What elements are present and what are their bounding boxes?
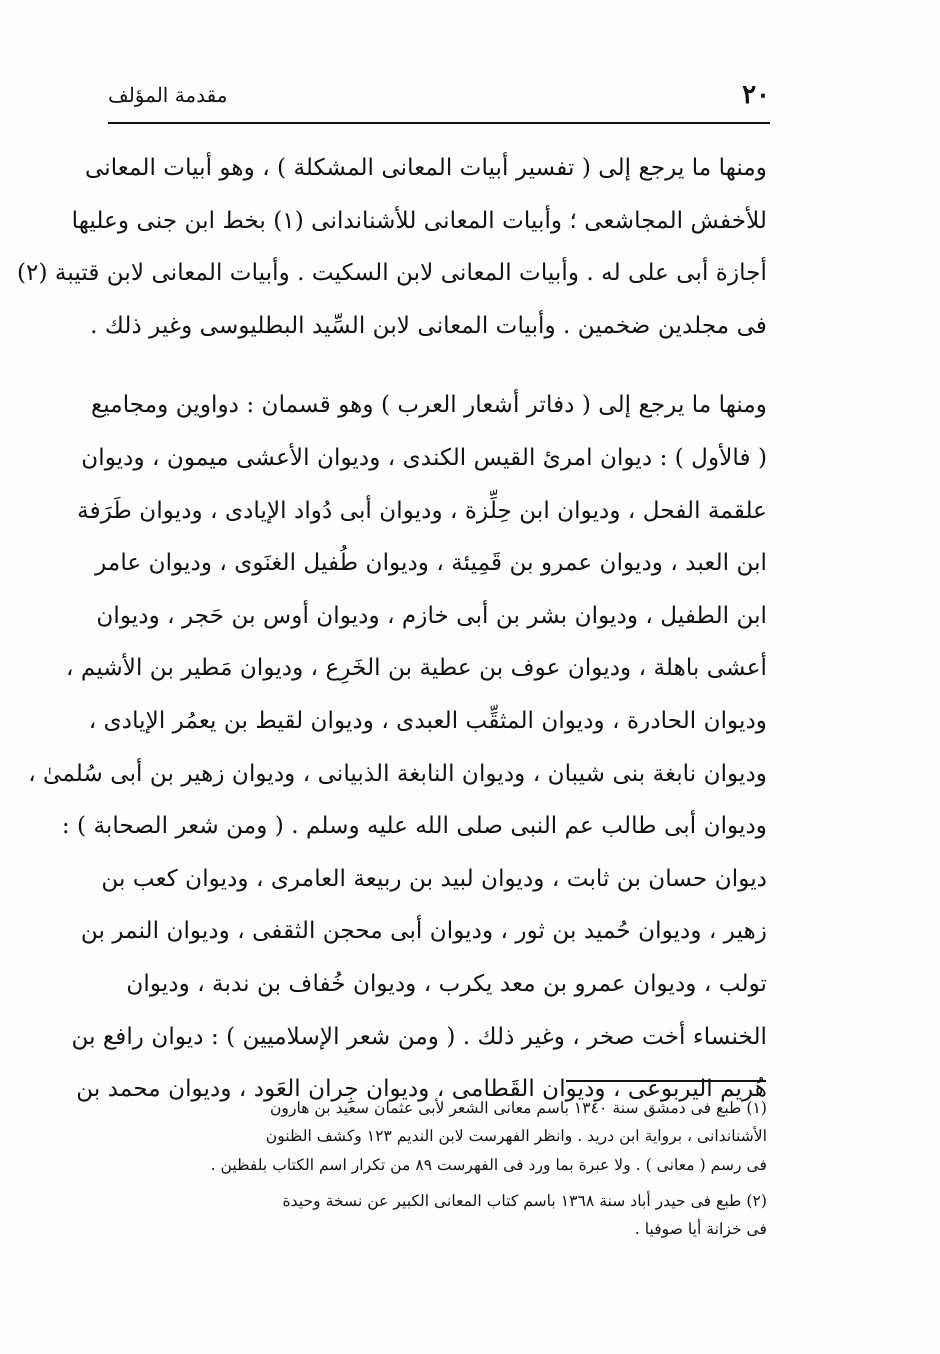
footnote-gap	[112, 1179, 767, 1187]
footnotes	[112, 1094, 767, 1243]
paragraph-1-line-1: ومنها ما يرجع إلى ( تفسير أبيات المعانى المشكلة ) ، وهو أبيات المعانى	[84, 154, 767, 181]
paragraph-2-line-8: وديوان نابغة بنى شيبان ، وديوان النابغة الذبيانى ، وديوان زهير بن أبى سُلمىٰ ،	[28, 759, 767, 787]
paragraph-2-line-1: ومنها ما يرجع إلى ( دفاتر أشعار العرب ) وهو قسمان : دواوين ومجاميع	[90, 391, 767, 419]
footnote-2-line-1: (٢) طبع فى حيدر أباد سنة ١٣٦٨ باسم كتاب المعانى الكبير عن نسخة وحيدة	[282, 1191, 767, 1210]
footnote-rule	[566, 1080, 766, 1082]
footnote-1-line-1: (١) طبع فى دمشق سنة ١٣٤٠ باسم معانى الشعر لأبى عثمان سعيد بن هارون	[269, 1099, 767, 1117]
footnote-2-line-2: فى خزانة أيا صوفيا .	[634, 1220, 767, 1239]
paragraph-2-line-10: ديوان حسان بن ثابت ، وديوان لبيد بن ربيعة العامرى ، وديوان كعب بن	[101, 864, 767, 892]
paragraph-2-line-14: هُريم اليربوعى ، وديوان القَطامى ، وديوان جِران العَود ، وديوان محمد بن	[76, 1075, 767, 1103]
running-title: مقدمة المؤلف	[108, 83, 228, 107]
paragraph-2-line-7: وديوان الحادرة ، وديوان المثقِّب العبدى ، وديوان لقيط بن يعمُر الإيادى ،	[88, 706, 767, 734]
paragraph-2-line-13: الخنساء أخت صخر ، وغير ذلك . ( ومن شعر الإسلاميين ) : ديوان رافع بن	[71, 1022, 767, 1050]
paragraph-1-line-4: فى مجلدين ضخمين . وأبيات المعانى لابن السِّيد البطليوسى وغير ذلك .	[90, 311, 767, 339]
paragraph-2-line-5: ابن الطفيل ، وديوان بشر بن أبى خازم ، وديوان أوس بن حَجر ، وديوان	[96, 601, 767, 629]
header-rule	[108, 122, 770, 124]
page-number: ٢٠	[742, 80, 770, 110]
paragraph-2-line-12: تولب ، وديوان عمرو بن معد يكرب ، وديوان خُفاف بن ندبة ، وديوان	[126, 969, 767, 997]
page-header	[108, 70, 770, 120]
paragraph-2-line-11: زهير ، وديوان حُميد بن ثور ، وديوان أبى محجن الثقفى ، وديوان النمر بن	[80, 917, 767, 945]
paragraph-2-line-3: علقمة الفحل ، وديوان ابن حِلِّزة ، وديوان أبى دُواد الإيادى ، وديوان طَرَفة	[77, 496, 767, 524]
paragraph-gap	[112, 352, 767, 379]
paragraph-1-line-2: للأخفش المجاشعى ؛ وأبيات المعانى للأشناندانى (١) بخط ابن جنى وعليها	[71, 206, 767, 234]
body-text	[16, 142, 767, 1116]
paragraph-1-line-3: أجازة أبى على له . وأبيات المعانى لابن السكيت . وأبيات المعانى لابن قتيبة (٢)	[16, 259, 767, 287]
paragraph-2-line-4: ابن العبد ، وديوان عمرو بن قَمِيئة ، وديوان طُفيل الغنَوى ، وديوان عامر	[95, 549, 767, 577]
paragraph-2-line-9: وديوان أبى طالب عم النبى صلى الله عليه وسلم . ( ومن شعر الصحابة ) :	[61, 812, 767, 840]
paragraph-2-line-6: أعشى باهلة ، وديوان عوف بن عطية بن الخَرِع ، وديوان مَطير بن الأشيم ،	[66, 654, 767, 682]
paragraph-2-line-2: ( فالأول ) : ديوان امرئ القيس الكندى ، وديوان الأعشى ميمون ، وديوان	[81, 443, 767, 471]
footnote-1-line-3: فى رسم ( معانى ) . ولا عبرة بما ورد فى الفهرست ٨٩ من تكرار اسم الكتاب بلفظين .	[210, 1155, 767, 1174]
footnote-1-line-2: الأشناندانى ، برواية ابن دريد . وانظر الفهرست لابن النديم ١٢٣ وكشف الظنون	[265, 1127, 767, 1146]
